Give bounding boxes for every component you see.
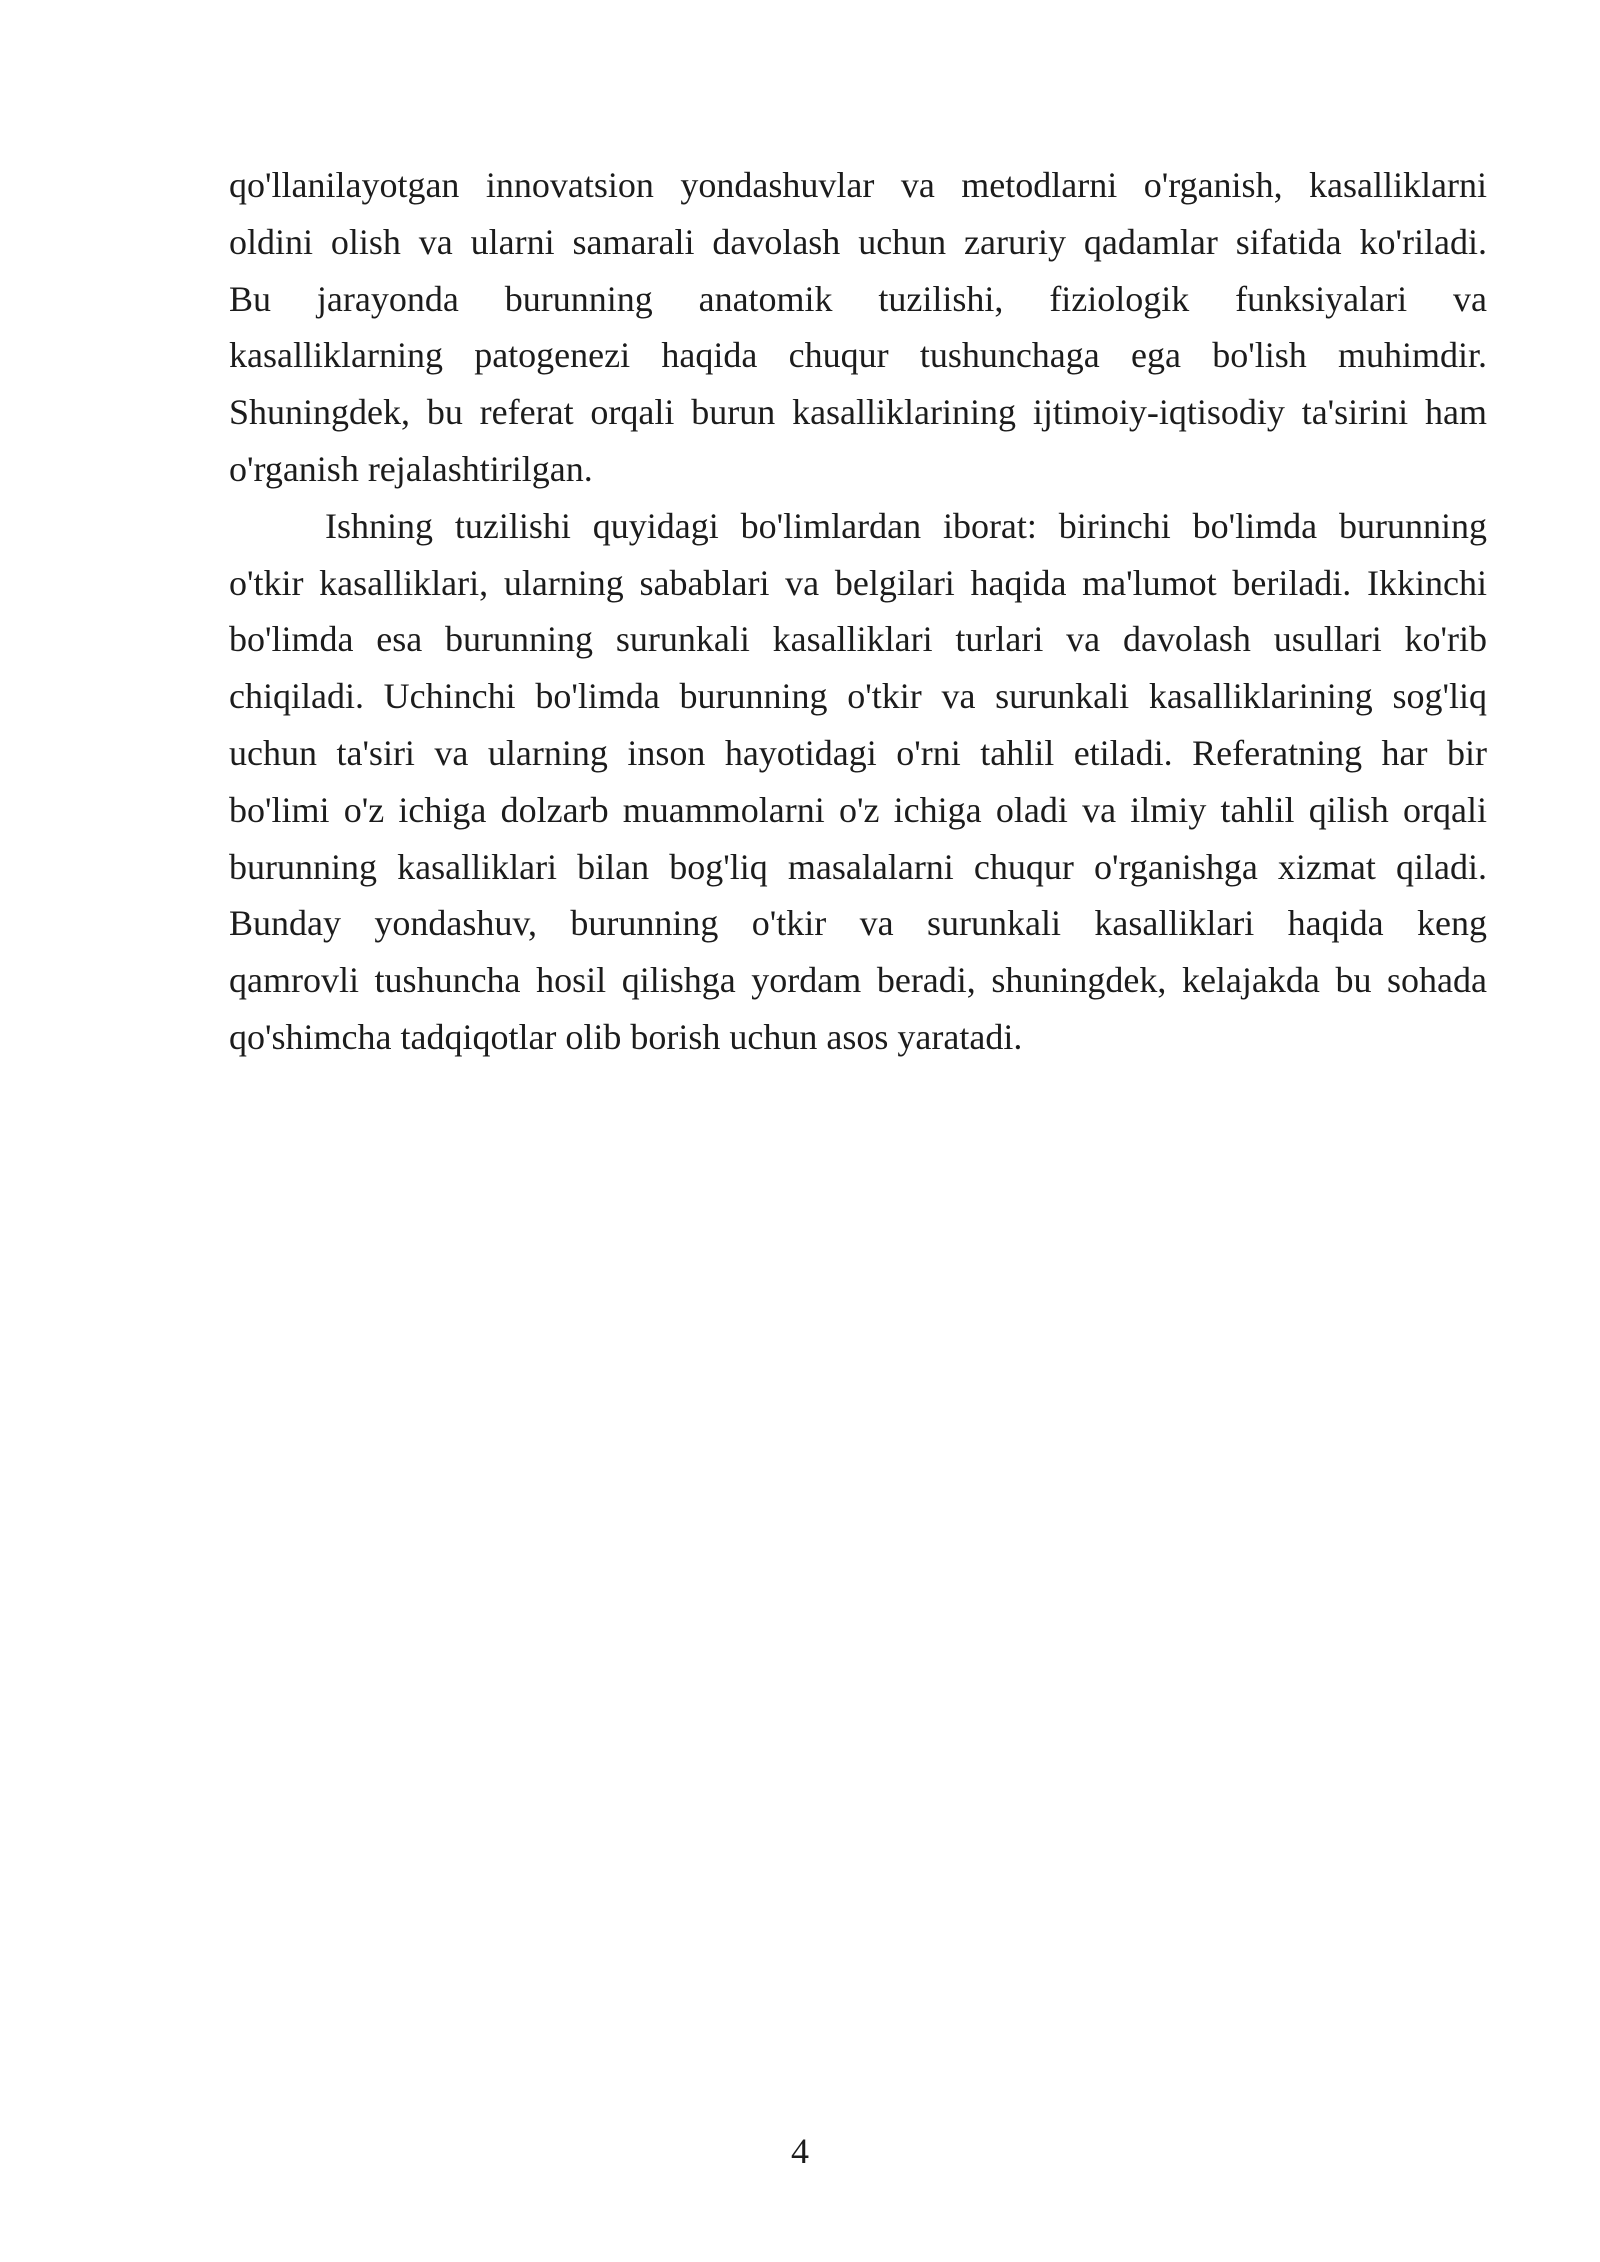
text-line: qo'llanilayotgan innovatsion yondashuvlar va metodlarni o'rganish, kasalliklarni [229,165,1487,205]
page-number: 4 [791,2131,809,2171]
text-line: Shuningdek, bu referat orqali burun kasalliklarining ijtimoiy-iqtisodiy ta'sirini ham [229,392,1487,433]
text-line: oldini olish va ularni samarali davolash uchun zaruriy qadamlar sifatida ko'riladi. [229,221,1487,262]
text-line: o'tkir kasalliklari, ularning sabablari va belgilari haqida ma'lumot beriladi. Ikkinchi [229,562,1487,603]
text-line: Bunday yondashuv, burunning o'tkir va surunkali kasalliklari haqida keng [229,903,1487,944]
text-line: kasalliklarning patogenezi haqida chuqur tushunchaga ega bo'lish muhimdir. [229,335,1487,376]
text-line: burunning kasalliklari bilan bog'liq masalalarni chuqur o'rganishga xizmat qiladi. [229,846,1487,887]
text-line: qamrovli tushuncha hosil qilishga yordam beradi, shuningdek, kelajakda bu sohada [229,960,1487,1001]
text-line: chiqiladi. Uchinchi bo'limda burunning o'tkir va surunkali kasalliklarining sog'liq [229,676,1487,717]
paragraph-2 [229,498,1487,1066]
text-line: bo'limi o'z ichiga dolzarb muammolarni o'z ichiga oladi va ilmiy tahlil qilish orqali [229,789,1487,830]
text-line: Ishning tuzilishi quyidagi bo'limlardan iborat: birinchi bo'limda burunning [325,505,1487,546]
text-line: o'rganish rejalashtirilgan. [229,448,593,489]
text-line: uchun ta'siri va ularning inson hayotidagi o'rni tahlil etiladi. Referatning har bir [229,732,1487,773]
body-text [229,157,1487,1066]
text-line: bo'limda esa burunning surunkali kasalliklari turlari va davolash usullari ko'rib [229,619,1487,660]
text-line: qo'shimcha tadqiqotlar olib borish uchun asos yaratadi. [229,1016,1023,1057]
text-line: Bu jarayonda burunning anatomik tuzilishi, fiziologik funksiyalari va [229,278,1487,319]
paragraph-1 [229,157,1487,498]
